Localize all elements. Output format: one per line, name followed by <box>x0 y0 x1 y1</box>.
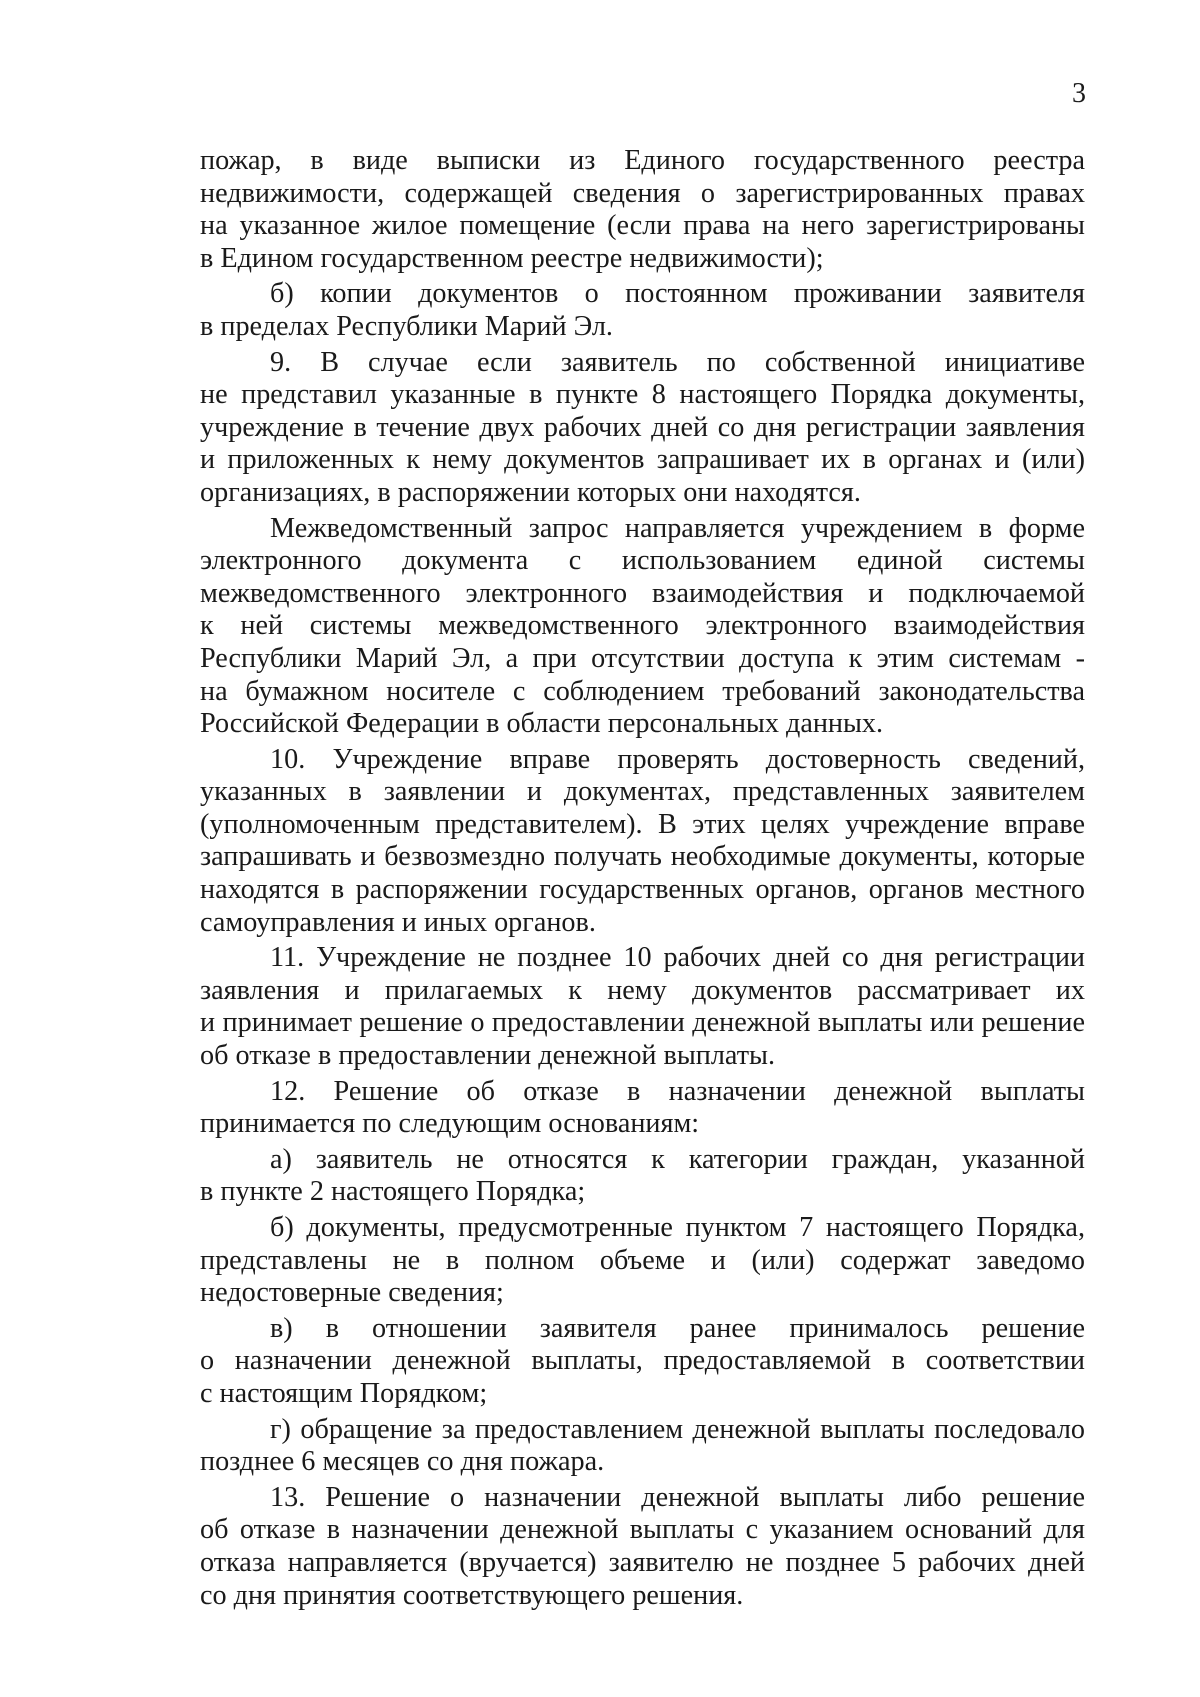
text-line: 13. Решение о назначении денежной выплаты либо решение <box>270 1481 1085 1513</box>
text-line: со дня принятия соответствующего решения. <box>200 1579 744 1611</box>
text-line: (уполномоченным представителем). В этих целях учреждение вправе <box>200 808 1085 840</box>
text-line: находятся в распоряжении государственных органов, органов местного <box>200 874 1085 906</box>
text-line: 9. В случае если заявитель по собственной инициативе <box>270 346 1085 378</box>
text-line: 11. Учреждение не позднее 10 рабочих дней со дня регистрации <box>270 942 1085 974</box>
text-line: недвижимости, содержащей сведения о зарегистрированных правах <box>200 177 1085 209</box>
text-line: а) заявитель не относятся к категории граждан, указанной <box>270 1143 1085 1175</box>
text-line: об отказе в предоставлении денежной выплаты. <box>200 1040 776 1072</box>
text-line: самоуправления и иных органов. <box>200 906 596 938</box>
text-line: недостоверные сведения; <box>200 1277 504 1309</box>
text-line: позднее 6 месяцев со дня пожара. <box>200 1446 605 1478</box>
text-line: к ней системы межведомственного электронного взаимодействия <box>200 610 1085 642</box>
page-number: 3 <box>1072 78 1086 109</box>
text-line: Республики Марий Эл, а при отсутствии доступа к этим системам - <box>200 642 1085 674</box>
text-line: межведомственного электронного взаимодействия и подключаемой <box>200 577 1085 609</box>
text-line: в) в отношении заявителя ранее принималось решение <box>270 1312 1085 1344</box>
text-line: не представил указанные в пункте 8 настоящего Порядка документы, <box>200 379 1085 411</box>
text-line: электронного документа с использованием единой системы <box>200 545 1085 577</box>
text-line: и приложенных к нему документов запрашивает их в органах и (или) <box>200 444 1085 476</box>
text-line: представлены не в полном объеме и (или) содержат заведомо <box>200 1244 1085 1276</box>
text-line: Межведомственный запрос направляется учреждением в форме <box>270 512 1085 544</box>
text-line: на указанное жилое помещение (если права на него зарегистрированы <box>200 210 1085 242</box>
text-line: пожар, в виде выписки из Единого государственного реестра <box>200 145 1085 176</box>
text-line: отказа направляется (вручается) заявителю не позднее 5 рабочих дней <box>200 1546 1085 1578</box>
text-line: б) документы, предусмотренные пунктом 7 настоящего Порядка, <box>270 1212 1085 1243</box>
text-line: Российской Федерации в области персональных данных. <box>200 708 884 740</box>
text-line: и принимает решение о предоставлении денежной выплаты или решение <box>200 1007 1085 1039</box>
text-line: в пределах Республики Марий Эл. <box>200 310 613 342</box>
text-line: с настоящим Порядком; <box>200 1377 488 1409</box>
text-line: на бумажном носителе с соблюдением требований законодательства <box>200 675 1085 707</box>
text-line: организациях, в распоряжении которых они находятся. <box>200 476 861 508</box>
document-body <box>200 145 1085 1612</box>
text-line: 12. Решение об отказе в назначении денежной выплаты <box>270 1075 1085 1107</box>
text-line: 10. Учреждение вправе проверять достоверность сведений, <box>270 743 1085 775</box>
text-line: в Едином государственном реестре недвижимости); <box>200 242 824 274</box>
text-line: об отказе в назначении денежной выплаты с указанием оснований для <box>200 1514 1085 1546</box>
text-line: г) обращение за предоставлением денежной выплаты последовало <box>270 1413 1085 1445</box>
text-line: о назначении денежной выплаты, предоставляемой в соответствии <box>200 1345 1085 1377</box>
text-line: б) копии документов о постоянном проживании заявителя <box>270 278 1085 310</box>
text-line: указанных в заявлении и документах, представленных заявителем <box>200 776 1085 808</box>
text-line: принимается по следующим основаниям: <box>200 1108 700 1140</box>
text-line: учреждение в течение двух рабочих дней со дня регистрации заявления <box>200 411 1085 443</box>
text-line: в пункте 2 настоящего Порядка; <box>200 1176 586 1208</box>
text-line: заявления и прилагаемых к нему документов рассматривает их <box>200 974 1085 1006</box>
text-line: запрашивать и безвозмездно получать необходимые документы, которые <box>200 841 1085 873</box>
